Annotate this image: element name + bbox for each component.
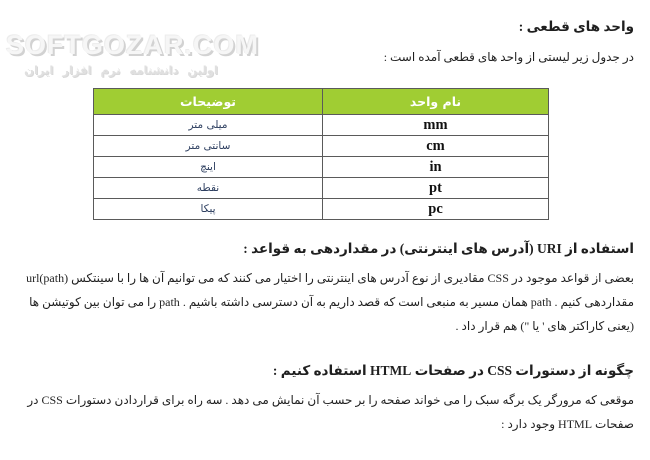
uri-section-heading: استفاده از URI (آدرس های اینترنتی) در مقداردهی به قواعد : [243, 241, 634, 256]
table-row [94, 199, 549, 220]
paragraph-line: بعضی از قواعد موجود در CSS مقادیری از نوع آدرس های اینترنتی را اختیار می کنند که می توانیم آن ها را با سینتکس url(path) [26, 271, 634, 285]
watermark-logo-text: SOFTGOZAR.COM [6, 30, 259, 60]
paragraph-line: مقداردهی کنیم . path همان مسیر به منبعی است که قصد داریم به آن دسترسی داشته باشیم . path را می توان بین کوتیشن ها [29, 295, 634, 309]
unit-name-cell: pt [323, 178, 549, 199]
unit-desc-cell: سانتی متر [94, 136, 323, 157]
unit-name-cell: cm [323, 136, 549, 157]
units-section-intro: در جدول زیر لیستی از واحد های قطعی آمده است : [383, 50, 634, 64]
unit-name-cell: in [323, 157, 549, 178]
watermark-subtitle: اولین دانشنامه نرم افزار ایران [24, 63, 218, 77]
column-header-unit-name: نام واحد [323, 89, 549, 115]
unit-desc-cell: اینچ [94, 157, 323, 178]
table-row [94, 115, 549, 136]
table-row [94, 178, 549, 199]
paragraph-line: (یعنی کاراکتر های ' یا ") هم قرار داد . [455, 319, 634, 333]
unit-name-cell: pc [323, 199, 549, 220]
table-row [94, 157, 549, 178]
unit-desc-cell: نقطه [94, 178, 323, 199]
uri-section-paragraph [14, 266, 634, 338]
units-section-heading: واحد های قطعی : [518, 19, 634, 34]
table-header-row [94, 89, 549, 115]
unit-name-cell: mm [323, 115, 549, 136]
table-row [94, 136, 549, 157]
paragraph-line: موقعی که مرورگر یک برگه سبک را می خواند صفحه را بر حسب آن نمایش می دهد . سه راه برای قراردادن دستورات CSS در [27, 393, 634, 407]
unit-desc-cell: پیکا [94, 199, 323, 220]
unit-desc-cell: میلی متر [94, 115, 323, 136]
units-table [93, 88, 549, 220]
column-header-description: توضیحات [94, 89, 323, 115]
html-section-heading: چگونه از دستورات CSS در صفحات HTML استفاده کنیم : [272, 363, 634, 378]
paragraph-line: صفحات HTML وجود دارد : [501, 417, 634, 431]
html-section-paragraph [14, 388, 634, 436]
